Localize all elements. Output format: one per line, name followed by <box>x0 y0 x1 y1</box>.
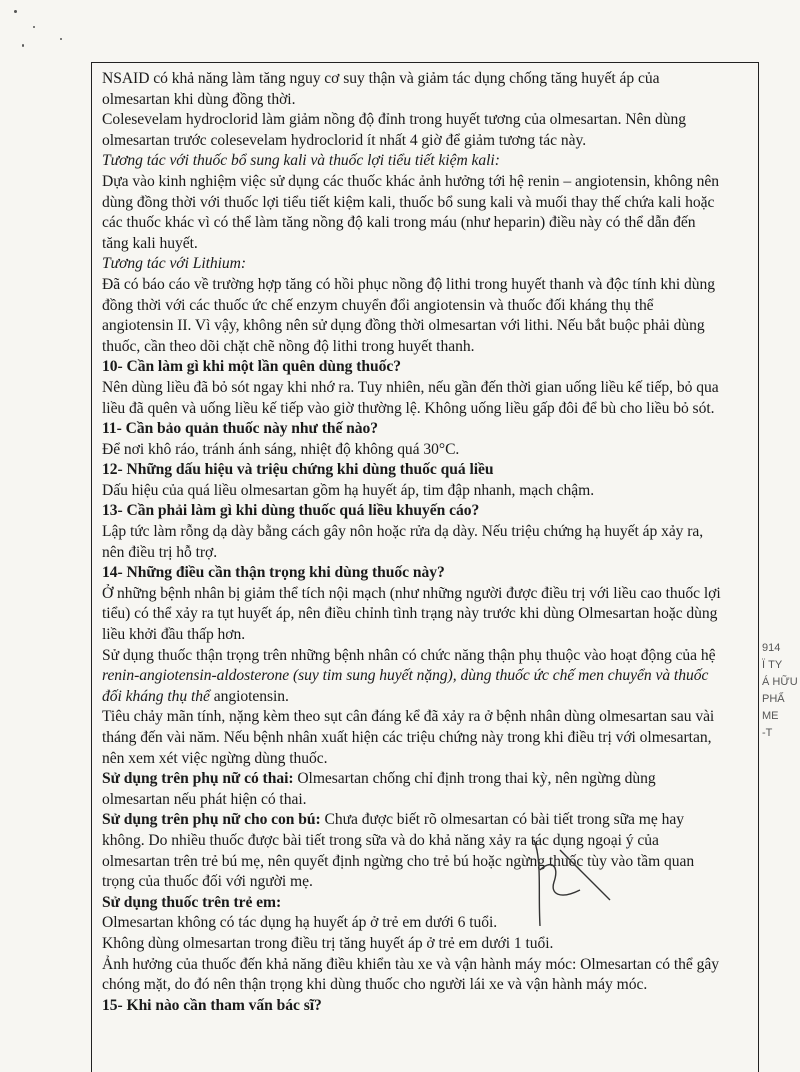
text-line: đồng thời với các thuốc ức chế enzym chuyển đổi angiotensin và thuốc đối kháng thụ thể <box>102 296 654 314</box>
text-line: các thuốc khác vì có thể làm tăng nồng độ kali trong máu (như heparin) điều này có thể dẫn đến <box>102 214 696 232</box>
text-line: Ở những bệnh nhân bị giảm thể tích nội mạch (như những người được điều trị với liều cao thuốc lợi <box>102 584 721 602</box>
text-line: Sử dụng thuốc thận trọng trên những bệnh nhân có chức năng thận phụ thuộc vào hoạt động của hệ <box>102 646 716 664</box>
text-line: Đã có báo cáo về trường hợp tăng có hồi phục nồng độ lithi trong huyết thanh và độc tính khi dùng <box>102 275 715 293</box>
text-line: tiểu) có thể xảy ra tụt huyết áp, nên điều chỉnh tình trạng này trước khi dùng Olmesartan hoặc dùng <box>102 605 718 623</box>
document-frame <box>91 62 759 1072</box>
text-line: NSAID có khả năng làm tăng nguy cơ suy thận và giảm tác dụng chống tăng huyết áp của <box>102 70 660 87</box>
line-lead: đối kháng thụ thể <box>102 687 210 705</box>
text-line: renin-angiotensin-aldosterone (suy tim sung huyết nặng), dùng thuốc ức chế men chuyển và thuốc <box>102 667 709 685</box>
text-line: tháng đến vài năm. Nếu bệnh nhân xuất hiện các triệu chứng này trong khi điều trị với olmesartan, <box>102 729 712 746</box>
section-heading: 14- Những điều cần thận trọng khi dùng thuốc này? <box>102 564 445 582</box>
text-line: Tương tác với thuốc bổ sung kali và thuốc lợi tiểu tiết kiệm kali: <box>102 152 500 170</box>
text-line: Nên dùng liều đã bỏ sót ngay khi nhớ ra. Tuy nhiên, nếu gần đến thời gian uống liều kế tiếp, bỏ qua <box>102 378 719 396</box>
stamp-fragment: Ϊ TY <box>762 659 783 671</box>
section-heading: 12- Những dấu hiệu và triệu chứng khi dùng thuốc quá liều <box>102 461 494 479</box>
text-line: trọng của thuốc đối với người mẹ. <box>102 873 313 891</box>
text-line: nên điều trị hỗ trợ. <box>102 543 218 561</box>
section-heading: 11- Cần bảo quản thuốc này như thế nào? <box>102 420 379 438</box>
text-line: thuốc, cần theo dõi chặt chẽ nồng độ lithi trong huyết thanh. <box>102 337 475 355</box>
text-line: liều khởi đầu thấp hơn. <box>102 626 246 644</box>
text-line: olmesartan trên trẻ bú mẹ, nên quyết định ngừng cho trẻ bú hoặc ngừng thuốc tùy vào tầm quan <box>102 852 695 870</box>
text-line: liều đã quên và uống liều kế tiếp vào giờ thường lệ. Không uống liều gấp đôi để bù cho liều bỏ sót. <box>102 399 715 417</box>
stamp-fragment: -T <box>762 727 773 739</box>
stamp-fragment: PHẨ <box>762 693 785 705</box>
line-tail: Olmesartan chống chỉ định trong thai kỳ, nên ngừng dùng <box>293 770 656 788</box>
section-heading: 13- Cần phải làm gì khi dùng thuốc quá liều khuyến cáo? <box>102 502 480 520</box>
text-line: Olmesartan không có tác dụng hạ huyết áp ở trẻ em dưới 6 tuổi. <box>102 914 498 932</box>
text-line: Lập tức làm rỗng dạ dày bằng cách gây nôn hoặc rửa dạ dày. Nếu triệu chứng hạ huyết áp xảy ra, <box>102 523 704 541</box>
text-line: Tiêu chảy mãn tính, nặng kèm theo sụt cân đáng kể đã xảy ra ở bệnh nhân dùng olmesartan sau vài <box>102 708 715 726</box>
text-line: Dấu hiệu của quá liều olmesartan gồm hạ huyết áp, tim đập nhanh, mạch chậm. <box>102 481 595 499</box>
text-line <box>102 769 750 790</box>
text-line: Tương tác với Lithium: <box>102 255 247 273</box>
text-line: tăng kali huyết. <box>102 234 198 252</box>
section-heading: 10- Cần làm gì khi một lần quên dùng thuốc? <box>102 358 401 376</box>
scan-speck <box>60 38 62 40</box>
text-line: Colesevelam hydroclorid làm giảm nồng độ đỉnh trong huyết tương của olmesartan. Nên dùng <box>102 111 686 129</box>
text-line: olmesartan khi dùng đồng thời. <box>102 90 296 108</box>
stamp-fragment: ME <box>762 710 779 722</box>
text-line <box>102 810 750 831</box>
text-line: dùng đồng thời với thuốc lợi tiểu tiết kiệm kali, thuốc bổ sung kali và muối thay thế chứa kali hoặc <box>102 193 715 211</box>
text-line: không. Do nhiều thuốc được bài tiết trong sữa và do khả năng xảy ra tác dụng ngoại ý của <box>102 831 659 849</box>
line-lead: Sử dụng trên phụ nữ có thai: <box>102 770 294 788</box>
text-line: Ảnh hưởng của thuốc đến khả năng điều khiển tàu xe và vận hành máy móc: Olmesartan có thể gây <box>102 955 719 973</box>
text-line: olmesartan nếu phát hiện có thai. <box>102 790 307 808</box>
stamp-fragment: Á HỮU <box>762 676 798 688</box>
text-line: angiotensin II. Vì vậy, không nên sử dụng đồng thời olmesartan với lithi. Nếu bắt buộc phải dùng <box>102 317 705 335</box>
text-line: chóng mặt, do đó nên thận trọng khi dùng thuốc cho người lái xe và vận hành máy móc. <box>102 976 648 994</box>
text-line: Không dùng olmesartan trong điều trị tăng huyết áp ở trẻ em dưới 1 tuổi. <box>102 934 554 952</box>
text-line <box>102 687 750 708</box>
stamp-fragment: 914 <box>762 642 781 654</box>
section-heading: Sử dụng thuốc trên trẻ em: <box>102 893 282 911</box>
line-lead: Sử dụng trên phụ nữ cho con bú: <box>102 811 321 829</box>
text-line: nên xem xét việc ngừng dùng thuốc. <box>102 749 328 767</box>
text-line: Dựa vào kinh nghiệm việc sử dụng các thuốc khác ảnh hưởng tới hệ renin – angiotensin, không nên <box>102 172 719 190</box>
text-line: olmesartan trước colesevelam hydroclorid ít nhất 4 giờ để giảm tương tác này. <box>102 131 587 149</box>
text-line: Để nơi khô ráo, tránh ánh sáng, nhiệt độ không quá 30°C. <box>102 440 460 458</box>
scan-speck <box>22 44 24 47</box>
line-tail: angiotensin. <box>209 687 289 705</box>
scan-speck <box>33 26 35 28</box>
side-stamp <box>762 640 800 800</box>
scan-speck <box>14 10 17 13</box>
line-tail: Chưa được biết rõ olmesartan có bài tiết trong sữa mẹ hay <box>320 811 684 829</box>
section-heading: 15- Khi nào cần tham vấn bác sĩ? <box>102 996 322 1014</box>
